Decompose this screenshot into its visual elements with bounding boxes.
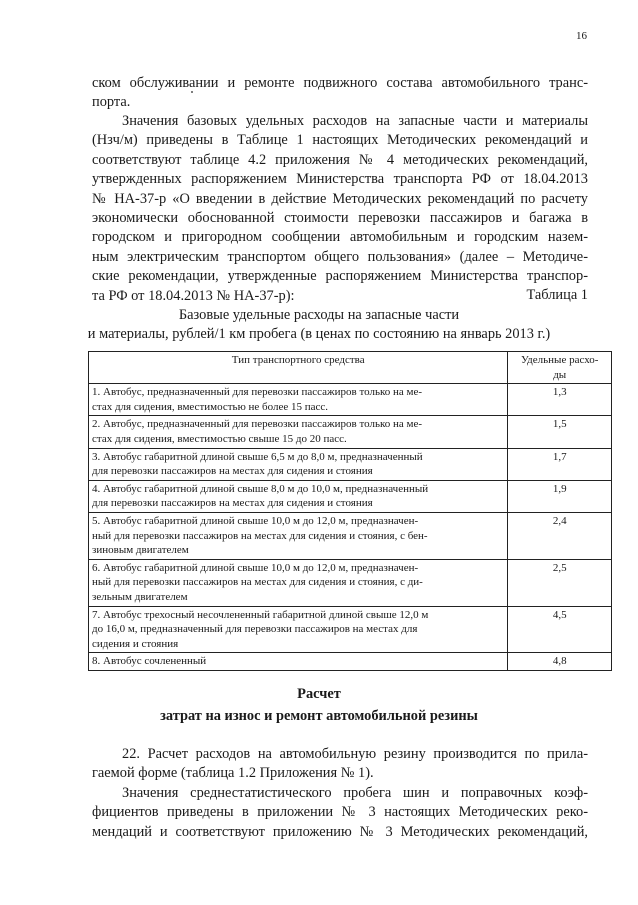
table-caption-line-1: Базовые удельные расходы на запасные части (178, 307, 460, 323)
cell-type: 7. Автобус трехосный несочлененный габаритной длиной свыше 12,0 м до 16,0 м, предназначенный для перевозки пассажиров на местах для сидения и стояния (89, 606, 508, 653)
text-line: № НА-37-р «О введении в действие Методических рекомендаций по расчету (92, 190, 588, 207)
text-line: гаемой форме (таблица 1.2 Приложения № 1). (92, 765, 374, 782)
cell-value: 1,7 (508, 448, 612, 480)
paragraph-base-rates (92, 112, 588, 306)
text-line: порта. (92, 94, 131, 111)
text-line: ным электрическим транспортом общего пользования» (далее – Методиче- (92, 248, 588, 265)
cell-value: 1,9 (508, 480, 612, 512)
paragraph-tire-mileage (92, 784, 588, 842)
cell-value: 1,3 (508, 384, 612, 416)
cell-type: 6. Автобус габаритной длиной свыше 10,0 м до 12,0 м, предназначен- ный для перевозки пассажиров на местах для сидения и стояния, с ди- зельным двигателем (89, 559, 508, 606)
intro-paragraph (92, 74, 588, 113)
text-line: соответствуют таблице 4.2 приложения № 4 методических рекомендаций, (92, 151, 588, 168)
table-caption-line-2: и материалы, рублей/1 км пробега (в ценах по состоянию на январь 2013 г.) (87, 326, 551, 342)
table-label: Таблица 1 (526, 287, 588, 303)
paragraph-22 (92, 745, 588, 784)
header-unit-cost (508, 352, 612, 384)
cell-type: 8. Автобус сочлененный (89, 653, 508, 671)
table-row (89, 653, 612, 671)
section-title-line-2: затрат на износ и ремонт автомобильной резины (160, 708, 478, 724)
table-header-row (89, 352, 612, 384)
text-line: городском и пригородном сообщении автомобильным и городским назем- (92, 229, 588, 246)
spare-parts-table (88, 351, 612, 671)
text-line: Значения среднестатистического пробега шин и поправочных коэф- (122, 785, 588, 801)
text-line: та РФ от 18.04.2013 № НА-37-р): (92, 287, 295, 304)
text-line: мендаций и соответствуют приложению № 3 Методических рекомендаций, (92, 823, 588, 840)
text-line: экономически обоснованной стоимости перевозки пассажиров и багажа в (92, 210, 588, 227)
text-line: ском обслуживании и ремонте подвижного состава автомобильного транс- (92, 75, 588, 91)
cell-type: 2. Автобус, предназначенный для перевозки пассажиров только на ме- стах для сидения, вместимостью свыше 15 до 20 пасс. (89, 416, 508, 448)
cell-value: 4,8 (508, 653, 612, 671)
table-row (89, 606, 612, 653)
page-number: 16 (576, 30, 587, 42)
cell-type: 4. Автобус габаритной длиной свыше 8,0 м до 10,0 м, предназначенный для перевозки пассажиров на местах для сидения и стояния (89, 480, 508, 512)
text-line: утвержденных распоряжением Министерства транспорта РФ от 18.04.2013 (92, 171, 588, 188)
text-line: ские рекомендации, утвержденные распоряжением Министерства транспор- (92, 268, 588, 285)
text-line: фициентов приведены в приложении № 3 настоящих Методических реко- (92, 804, 588, 821)
header-vehicle-type (89, 352, 508, 384)
cell-type: 5. Автобус габаритной длиной свыше 10,0 м до 12,0 м, предназначен- ный для перевозки пассажиров на местах для сидения и стояния, с бен- зиновым двигателем (89, 512, 508, 559)
cell-value: 1,5 (508, 416, 612, 448)
header-text: Тип транспортного средства (231, 354, 365, 366)
table-row (89, 416, 612, 448)
table-row (89, 480, 612, 512)
text-line: 22. Расчет расходов на автомобильную резину производится по прила- (122, 746, 588, 762)
cell-type: 3. Автобус габаритной длиной свыше 6,5 м до 8,0 м, предназначенный для перевозки пассажиров на местах для сидения и стояния (89, 448, 508, 480)
table-row (89, 559, 612, 606)
table-row (89, 384, 612, 416)
text-line: (Нзч/м) приведены в Таблице 1 настоящих Методических рекомендаций и (92, 132, 588, 149)
cell-value: 2,5 (508, 559, 612, 606)
text-line: Значения базовых удельных расходов на запасные части и материалы (122, 113, 588, 129)
section-title-line-1: Расчет (297, 686, 341, 702)
table-row (89, 512, 612, 559)
cell-value: 2,4 (508, 512, 612, 559)
cell-type: 1. Автобус, предназначенный для перевозки пассажиров только на ме- стах для сидения, вместимостью не более 15 пасс. (89, 384, 508, 416)
cell-value: 4,5 (508, 606, 612, 653)
header-text: Удельные расхо- ды (520, 354, 599, 381)
table-row (89, 448, 612, 480)
